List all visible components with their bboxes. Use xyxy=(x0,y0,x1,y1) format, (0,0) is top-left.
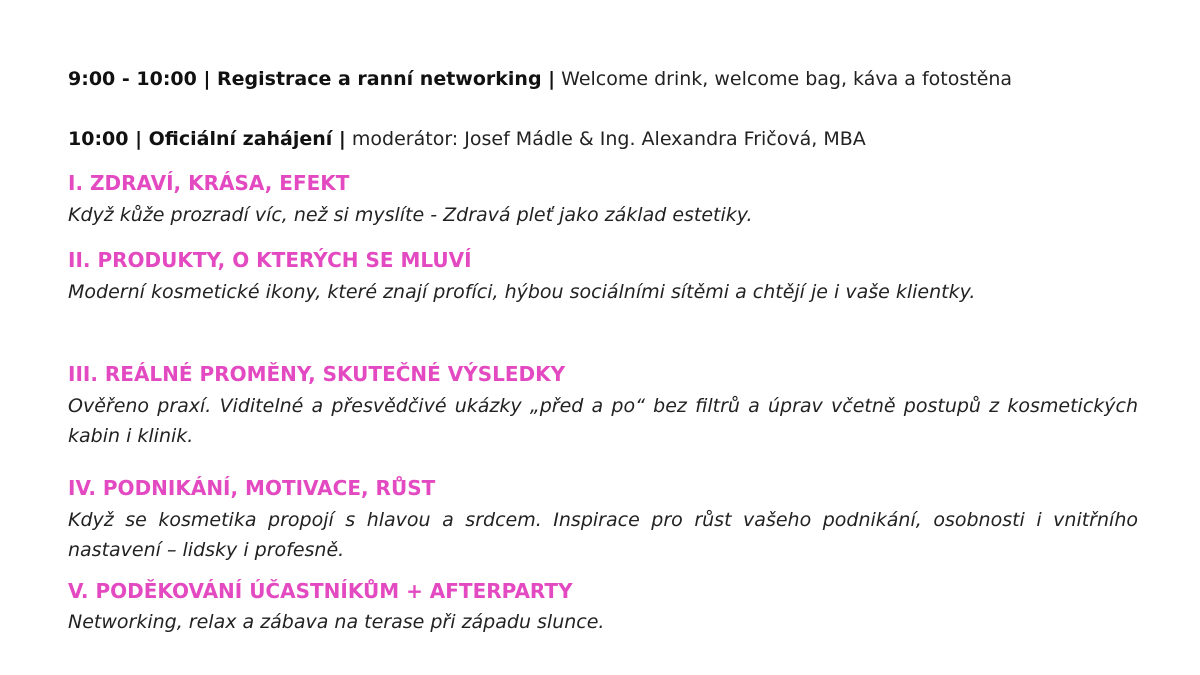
schedule-detail: moderátor: Josef Mádle & Ing. Alexandra Fričová, MBA xyxy=(351,128,866,150)
section-description-5: Networking, relax a zábava na terase při západu slunce. xyxy=(68,611,605,633)
schedule-time-title: 10:00 | Oficiální zahájení | xyxy=(68,128,346,150)
section-description-3: Ověřeno praxí. Viditelné a přesvědčivé ukázky „před a po“ bez filtrů a úprav včetně postupů z kosmetických kabin i klinik. xyxy=(68,395,1138,447)
section-heading-1: I. ZDRAVÍ, KRÁSA, EFEKT xyxy=(68,171,350,195)
schedule-detail: Welcome drink, welcome bag, káva a fotostěna xyxy=(561,68,1013,90)
program-document xyxy=(68,0,1138,675)
section-heading-5: V. PODĚKOVÁNÍ ÚČASTNÍKŮM + AFTERPARTY xyxy=(68,579,573,603)
section-heading-4: IV. PODNIKÁNÍ, MOTIVACE, RŮST xyxy=(68,476,436,500)
schedule-item-opening xyxy=(68,126,866,152)
section-heading-2: II. PRODUKTY, O KTERÝCH SE MLUVÍ xyxy=(68,248,472,272)
section-description-1: Když kůže prozradí víc, než si myslíte - Zdravá pleť jako základ estetiky. xyxy=(68,204,753,226)
section-description-4: Když se kosmetika propojí s hlavou a srdcem. Inspirace pro růst vašeho podnikání, osobnosti i vnitřního nastavení – lidsky i profesně. xyxy=(68,509,1138,561)
schedule-item-registration xyxy=(68,66,1012,92)
section-heading-3: III. REÁLNÉ PROMĚNY, SKUTEČNÉ VÝSLEDKY xyxy=(68,362,566,386)
section-description-2: Moderní kosmetické ikony, které znají profíci, hýbou sociálními sítěmi a chtějí je i vaše klientky. xyxy=(68,281,976,303)
schedule-time-title: 9:00 - 10:00 | Registrace a ranní networking | xyxy=(68,68,556,90)
